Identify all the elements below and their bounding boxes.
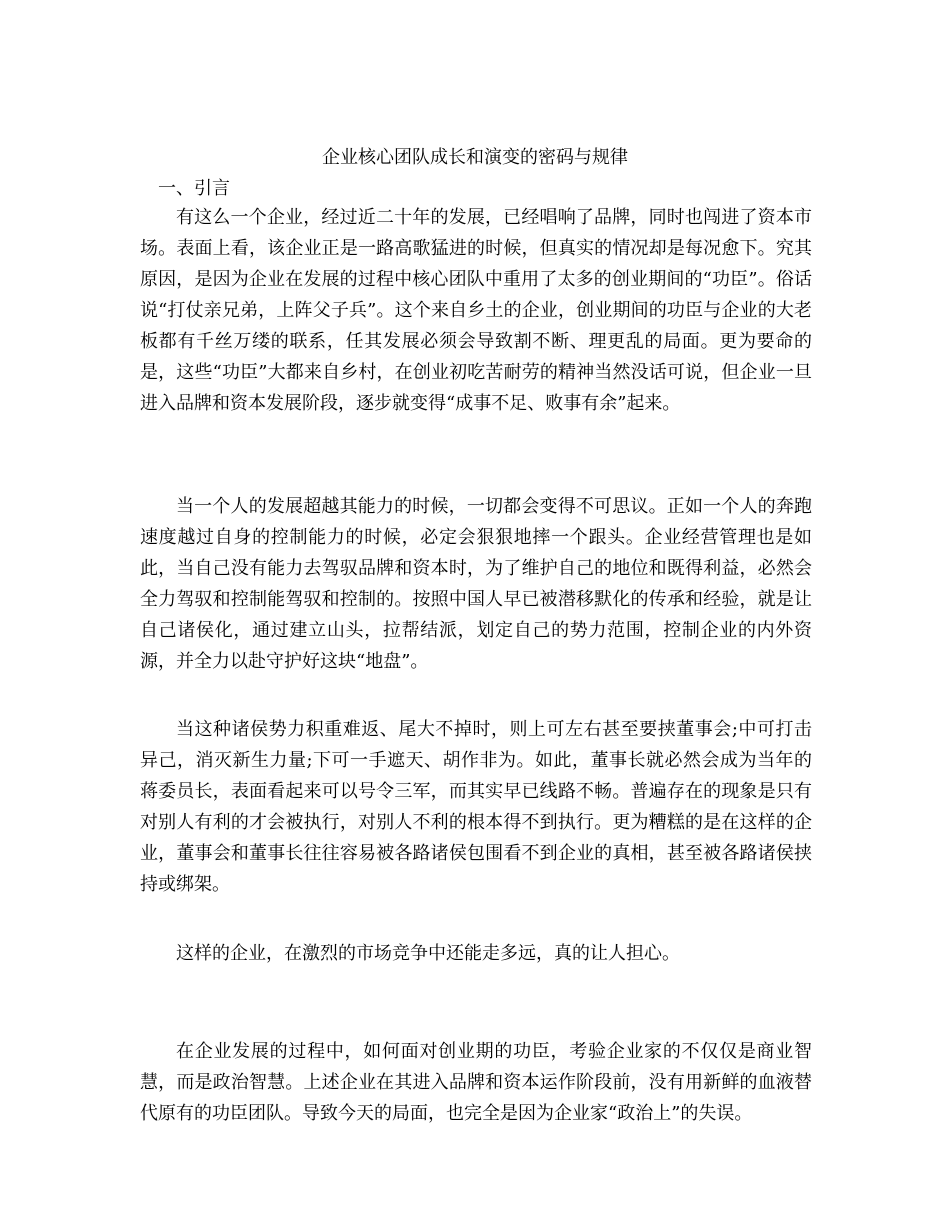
document-title: 企业核心团队成长和演变的密码与规律 <box>322 147 628 168</box>
paragraph: 当这种诸侯势力积重难返、尾大不掉时，则上可左右甚至要挟董事会;中可打击异己，消灭新生力量;下可一手遮天、胡作非为。如此，董事长就必然会成为当年的蒋委员长，表面看起来可以号令三军，而其实早已线路不畅。普遍存在的现象是只有对别人有利的才会被执行，对别人不利的根本得不到执行。更为糟糕的是在这样的企业，董事会和董事长往往容易被各路诸侯包围看不到企业的真相，甚至被各路诸侯挟持或绑架。 <box>140 719 812 895</box>
paragraph: 当一个人的发展超越其能力的时候，一切都会变得不可思议。正如一个人的奔跑速度越过自身的控制能力的时候，必定会狠狠地摔一个跟头。企业经营管理也是如此，当自己没有能力去驾驭品牌和资本时，为了维护自己的地位和既得利益，必然会全力驾驭和控制能驾驭和控制的。按照中国人早已被潜移默化的传承和经验，就是让自己诸侯化，通过建立山头，拉帮结派，划定自己的势力范围，控制企业的内外资源，并全力以赴守护好这块“地盘”。 <box>140 496 812 672</box>
section-heading: 一、引言 <box>158 178 230 199</box>
paragraph: 有这么一个企业，经过近二十年的发展，已经唱响了品牌，同时也闯进了资本市场。表面上看，该企业正是一路高歌猛进的时候，但真实的情况却是每况愈下。究其原因，是因为企业在发展的过程中核心团队中重用了太多的创业期间的“功臣”。俗话说“打仗亲兄弟，上阵父子兵”。这个来自乡土的企业，创业期间的功臣与企业的大老板都有千丝万缕的联系，任其发展必须会导致割不断、理更乱的局面。更为要命的是，这些“功臣”大都来自乡村，在创业初吃苦耐劳的精神当然没话可说，但企业一旦进入品牌和资本发展阶段，逐步就变得“成事不足、败事有余”起来。 <box>140 207 812 414</box>
paragraph: 这样的企业，在激烈的市场竞争中还能走多远，真的让人担心。 <box>176 943 680 964</box>
paragraph: 在企业发展的过程中，如何面对创业期的功臣，考验企业家的不仅仅是商业智慧，而是政治智慧。上述企业在其进入品牌和资本运作阶段前，没有用新鲜的血液替代原有的功臣团队。导致今天的局面，也完全是因为企业家“政治上”的失误。 <box>140 1041 812 1124</box>
